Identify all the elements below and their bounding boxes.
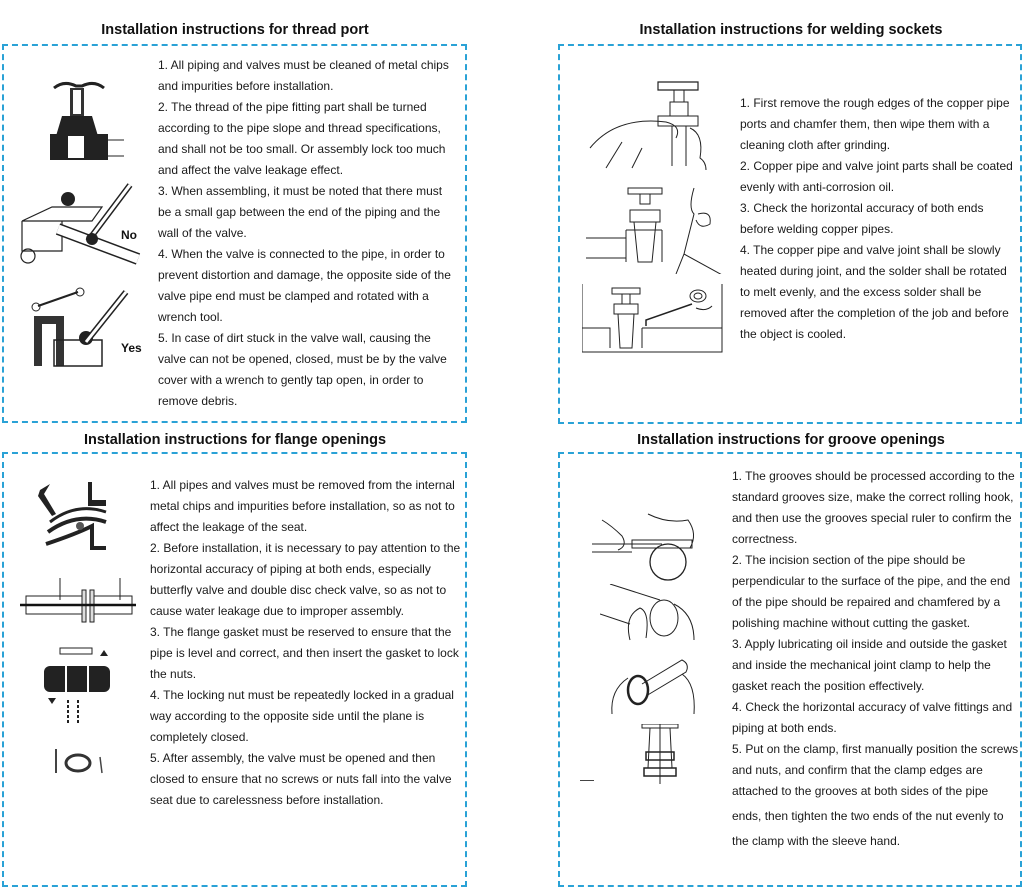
groove-ruler-illustration bbox=[592, 510, 702, 582]
step-line: 5. Put on the clamp, first manually position the screws bbox=[732, 742, 1019, 756]
step-line: piping at both ends. bbox=[732, 721, 837, 735]
step-line: the object is cooled. bbox=[740, 327, 847, 341]
step-line: to melt evenly, and the excess solder shall be bbox=[740, 285, 982, 299]
step-line: valve pipe end must be clamped and rotated with a bbox=[158, 289, 429, 303]
step-line: wall of the valve. bbox=[158, 226, 247, 240]
hand-valve-illustration bbox=[586, 76, 716, 171]
section-title-flange-openings: Installation instructions for flange openings bbox=[83, 432, 387, 448]
panel-thread-port bbox=[2, 44, 467, 423]
butterfly-valve-illustration bbox=[36, 482, 116, 554]
step-line: cleaning cloth after grinding. bbox=[740, 138, 891, 152]
step-line: affect the leakage of the seat. bbox=[150, 520, 308, 534]
step-line: 1. First remove the rough edges of the copper pipe bbox=[740, 96, 1010, 110]
step-line: and nuts, and confirm that the clamp edges are bbox=[732, 763, 983, 777]
groove-openings-steps bbox=[732, 466, 1022, 852]
pipe-polish-illustration bbox=[600, 584, 700, 644]
step-line: 4. Check the horizontal accuracy of valve fittings and bbox=[732, 700, 1013, 714]
step-line: metal chips and impurities before installation, so as not to bbox=[150, 499, 455, 513]
step-line: and then use the grooves special ruler to confirm the bbox=[732, 511, 1012, 525]
flange-openings-steps bbox=[150, 475, 468, 811]
valve-oil-illustration bbox=[586, 184, 726, 274]
step-line: 3. The flange gasket must be reserved to ensure that the bbox=[150, 625, 452, 639]
step-line: before welding copper pipes. bbox=[740, 222, 894, 236]
solder-valve-illustration bbox=[582, 282, 724, 354]
step-line: cause water leakage due to improper assembly. bbox=[150, 604, 404, 618]
step-line: and inside the mechanical joint clamp to help the bbox=[732, 658, 991, 672]
section-title-groove-openings: Installation instructions for groove openings bbox=[637, 432, 945, 448]
short-dash-mark bbox=[580, 780, 594, 781]
panel-welding-sockets bbox=[558, 44, 1022, 424]
step-line: and affect the valve leakage effect. bbox=[158, 163, 344, 177]
step-line: 1. All piping and valves must be cleaned of metal chips bbox=[158, 58, 449, 72]
step-line: remove debris. bbox=[158, 394, 238, 408]
step-line: closed to ensure that no screws or nuts fall into the valve bbox=[150, 772, 452, 786]
step-line: evenly with anti-corrosion oil. bbox=[740, 180, 895, 194]
step-line: 2. Copper pipe and valve joint parts shall be coated bbox=[740, 159, 1013, 173]
yes-label: Yes bbox=[121, 341, 142, 355]
wrench-no-illustration bbox=[18, 181, 148, 271]
step-line: removed after the completion of the job and before bbox=[740, 306, 1009, 320]
step-line: be a small gap between the end of the piping and the bbox=[158, 205, 441, 219]
step-line: 3. Check the horizontal accuracy of both ends bbox=[740, 201, 984, 215]
step-line: gasket reach the position effectively. bbox=[732, 679, 925, 693]
step-line: completely closed. bbox=[150, 730, 249, 744]
step-line: prevent distortion and damage, the opposite side of the bbox=[158, 268, 451, 282]
step-line: ports and chamfer them, then wipe them with a bbox=[740, 117, 990, 131]
welding-sockets-steps bbox=[740, 93, 1025, 345]
clamp-valve-illustration bbox=[638, 724, 682, 784]
step-line: and impurities before installation. bbox=[158, 79, 334, 93]
step-line: the nuts. bbox=[150, 667, 197, 681]
step-line: 4. The locking nut must be repeatedly locked in a gradual bbox=[150, 688, 454, 702]
section-title-welding-sockets: Installation instructions for welding sockets bbox=[639, 22, 943, 38]
handwheel-illustration bbox=[48, 749, 108, 775]
step-line: 5. In case of dirt stuck in the valve wall, causing the bbox=[158, 331, 431, 345]
step-line: 2. The thread of the pipe fitting part shall be turned bbox=[158, 100, 427, 114]
panel-flange-openings bbox=[2, 452, 467, 887]
panel-groove-openings bbox=[558, 452, 1022, 887]
step-line: 1. The grooves should be processed according to the bbox=[732, 469, 1015, 483]
no-label: No bbox=[121, 228, 137, 242]
step-line: perpendicular to the surface of the pipe, and the end bbox=[732, 574, 1011, 588]
step-line: of the pipe should be repaired and chamfered by a bbox=[732, 595, 1001, 609]
gate-valve-illustration bbox=[44, 76, 124, 166]
step-line: 4. When the valve is connected to the pipe, in order to bbox=[158, 247, 445, 261]
step-line: 1. All pipes and valves must be removed from the internal bbox=[150, 478, 455, 492]
flange-bolt-illustration bbox=[44, 646, 114, 726]
step-line: 3. When assembling, it must be noted that there must bbox=[158, 184, 443, 198]
step-line: correctness. bbox=[732, 532, 798, 546]
step-line: 4. The copper pipe and valve joint shall be slowly bbox=[740, 243, 1001, 257]
step-line: 3. Apply lubricating oil inside and outside the gasket bbox=[732, 637, 1007, 651]
step-line: butterfly valve and double disc check valve, so as not to bbox=[150, 583, 447, 597]
step-line: cover with a wrench to gently tap open, in order to bbox=[158, 373, 424, 387]
step-line: standard grooves size, make the correct rolling hook, bbox=[732, 490, 1014, 504]
step-line: seat due to carelessness before installation. bbox=[150, 793, 384, 807]
wrench-yes-illustration bbox=[24, 286, 134, 376]
step-line: polishing machine without cutting the gasket. bbox=[732, 616, 971, 630]
flange-pipe-illustration bbox=[20, 578, 136, 628]
step-line: the clamp with the sleeve hand. bbox=[732, 834, 901, 848]
step-line: 2. Before installation, it is necessary to pay attention to the bbox=[150, 541, 461, 555]
section-title-thread-port: Installation instructions for thread port bbox=[101, 22, 369, 38]
step-line: and shall not be too small. Or assembly lock too much bbox=[158, 142, 446, 156]
step-line: wrench tool. bbox=[158, 310, 223, 324]
step-line: 2. The incision section of the pipe should be bbox=[732, 553, 966, 567]
thread-port-steps bbox=[158, 55, 468, 412]
step-line: 5. After assembly, the valve must be opened and then bbox=[150, 751, 436, 765]
step-line: way according to the opposite side until the plane is bbox=[150, 709, 425, 723]
step-line: attached to the grooves at both sides of the pipe bbox=[732, 784, 989, 798]
step-line: heated during joint, and the solder shall be rotated bbox=[740, 264, 1007, 278]
step-line: according to the pipe slope and thread specifications, bbox=[158, 121, 441, 135]
step-line: pipe is level and correct, and then insert the gasket to lock bbox=[150, 646, 459, 660]
step-line: valve can not be opened, closed, must be by the valve bbox=[158, 352, 447, 366]
gasket-lube-illustration bbox=[602, 654, 702, 720]
step-line: horizontal accuracy of piping at both ends, especially bbox=[150, 562, 431, 576]
step-line: ends, then tighten the two ends of the nut evenly to bbox=[732, 809, 1004, 823]
